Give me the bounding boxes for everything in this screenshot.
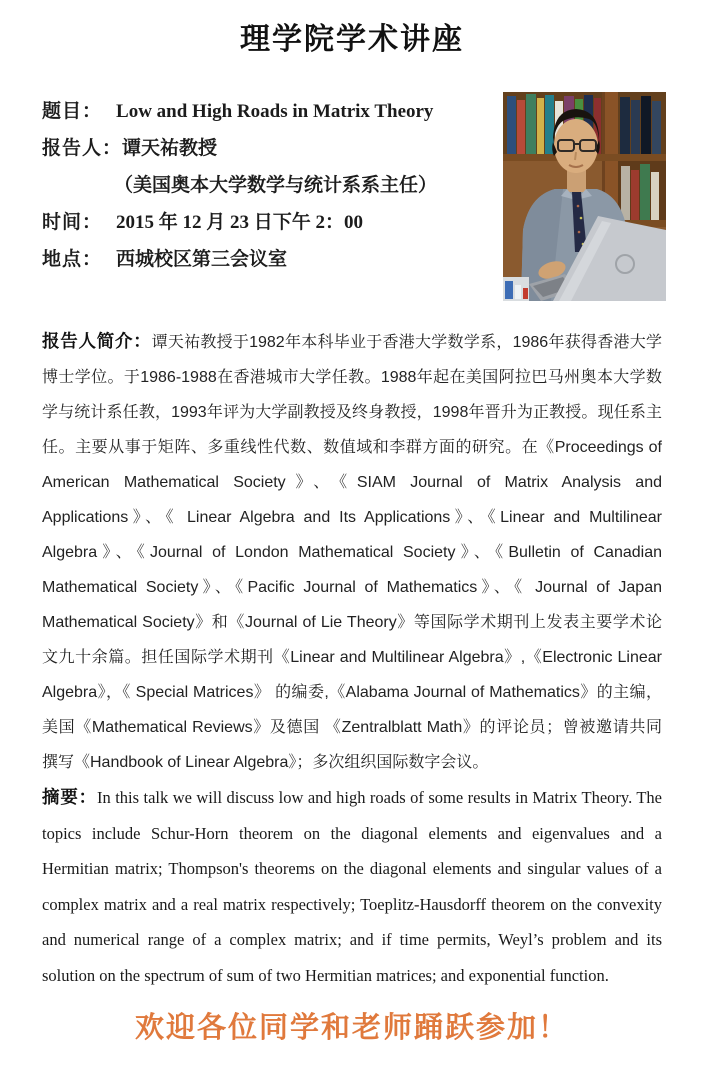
time-label: 时间： <box>42 212 103 233</box>
bio-text: 谭天祐教授于1982年本科毕业于香港大学数学系，1986年获得香港大学博士学位。于1986-1988在香港城市大学任教。1988年起在美国阿拉巴马州奥本大学数学与统计系任教，1993年评为大学副教授及终身教授，1998年晋升为正教授。现任系主任。主要从事于矩阵、多重线性代数、数值域和李群方面的研究。在《Proceedings of American Mathematical Society》、《SIAM Journal of Matrix Analysis and Applications》、《 Linear Algebra and Its Applications》、《Linear and Multilinear Algebra》、《Journal of London Mathematical Society》、《Bulletin of Canadian Mathematical Society》、《Pacific Journal of Mathematics》、《 Journal of Japan Mathematical Society》和《Journal of Lie Theory》等国际学术期刊上发表主要学术论文九十余篇。担任国际学术期刊《Linear and Multilinear Algebra》,《Electronic Linear Algebra》，《 Special Matrices》 的编委,《Alabama Journal of Mathematics》的主编，美国《Mathematical Reviews》及德国 《Zentralblatt Math》的评论员；曾被邀请共同撰写《Handbook of Linear Algebra》；多次组织国际数字会议。 <box>42 334 662 771</box>
venue-value: 西城校区第三会议室 <box>116 249 288 270</box>
speaker-affiliation-line <box>42 174 482 197</box>
time-line <box>42 211 482 234</box>
time-value: 2015 年 12 月 23 日下午 2：00 <box>116 212 364 233</box>
welcome-footer: 欢迎各位同学和老师踊跃参加！ <box>134 1012 569 1044</box>
topic-value: Low and High Roads in Matrix Theory <box>116 101 434 122</box>
speaker-value: 谭天祐教授 <box>122 138 218 159</box>
speaker-affiliation: （美国奥本大学数学与统计系系主任） <box>114 175 438 196</box>
topic-line <box>42 100 482 123</box>
speaker-photo <box>503 92 666 301</box>
venue-label: 地点： <box>42 249 103 270</box>
topic-label: 题目： <box>42 101 103 122</box>
abstract-text: In this talk we will discuss low and high roads of some results in Matrix Theory. The topics include Schur-Horn theorem on the diagonal elements and eigenvalues and a Hermitian matrix; Thompson's theorems on the diagonal elements and singular values of a complex matrix and a real matrix respectively; Toeplitz-Hausdorff theorem on the convexity and numerical range of a complex matrix; and if time permits, Weyl’s problem and its solution on the spectrum of sum of two Hermitian matrices; and exponential function. <box>42 788 663 985</box>
bio-label: 报告人简介： <box>42 331 152 351</box>
venue-line <box>42 248 482 271</box>
speaker-label: 报告人： <box>42 138 123 159</box>
lecture-info-lines <box>42 92 482 271</box>
speaker-bio-paragraph <box>42 324 662 780</box>
lecture-info-section <box>42 92 662 310</box>
speaker-line <box>42 137 482 160</box>
abstract-label: 摘要： <box>42 787 97 807</box>
abstract-paragraph <box>42 780 662 993</box>
page-title: 理学院学术讲座 <box>240 23 464 56</box>
